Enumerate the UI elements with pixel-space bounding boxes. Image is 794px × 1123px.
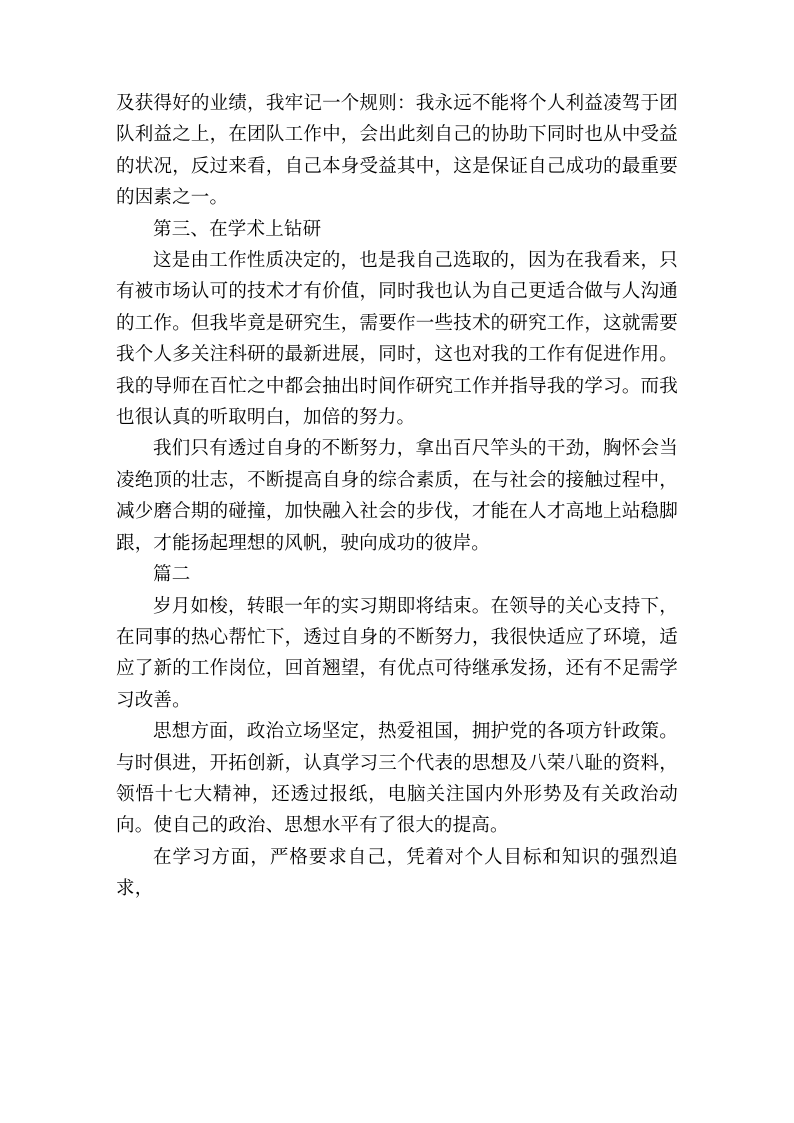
- paragraph-self-improvement: 我们只有透过自身的不断努力，拿出百尺竿头的干劲，胸怀会当凌绝顶的壮志，不断提高自身的综合素质，在与社会的接触过程中，减少磨合期的碰撞，加快融入社会的步伐，才能在人才高地上站稳脚跟，才能扬起理想的风帆，驶向成功的彼岸。: [116, 438, 678, 554]
- paragraph-teamwork-rule: 及获得好的业绩，我牢记一个规则：我永远不能将个人利益凌驾于团队利益之上，在团队工作中，会出此刻自己的协助下同时也从中受益的状况，反过来看，自己本身受益其中，这是保证自己成功的最重要的因素之一。: [116, 93, 678, 209]
- paragraph-internship-summary: 岁月如梭，转眼一年的实习期即将结束。在领导的关心支持下，在同事的热心帮忙下，透过自身的不断努力，我很快适应了环境，适应了新的工作岗位，回首翘望，有优点可待继承发扬，还有不足需学习改善。: [116, 595, 678, 711]
- paragraph-political-thought: 思想方面，政治立场坚定，热爱祖国，拥护党的各项方针政策。与时俱进，开拓创新，认真学习三个代表的思想及八荣八耻的资料，领悟十七大精神，还透过报纸，电脑关注国内外形势及有关政治动向。使自己的政治、思想水平有了很大的提高。: [116, 721, 678, 837]
- document-page: [116, 88, 678, 905]
- paragraph-study-attitude: 在学习方面，严格要求自己，凭着对个人目标和知识的强烈追求，: [116, 846, 678, 900]
- paragraph-research-work: 这是由工作性质决定的，也是我自己选取的，因为在我看来，只有被市场认可的技术才有价值，同时我也认为自己更适合做与人沟通的工作。但我毕竟是研究生，需要作一些技术的研究工作，这就需要我个人多关注科研的最新进展，同时，这也对我的工作有促进作用。我的导师在百忙之中都会抽出时间作研究工作并指导我的学习。而我也很认真的听取明白，加倍的努力。: [116, 250, 678, 429]
- section-heading-academic-research: 第三、在学术上钻研: [153, 218, 322, 240]
- section-heading-part-two: 篇二: [153, 564, 191, 586]
